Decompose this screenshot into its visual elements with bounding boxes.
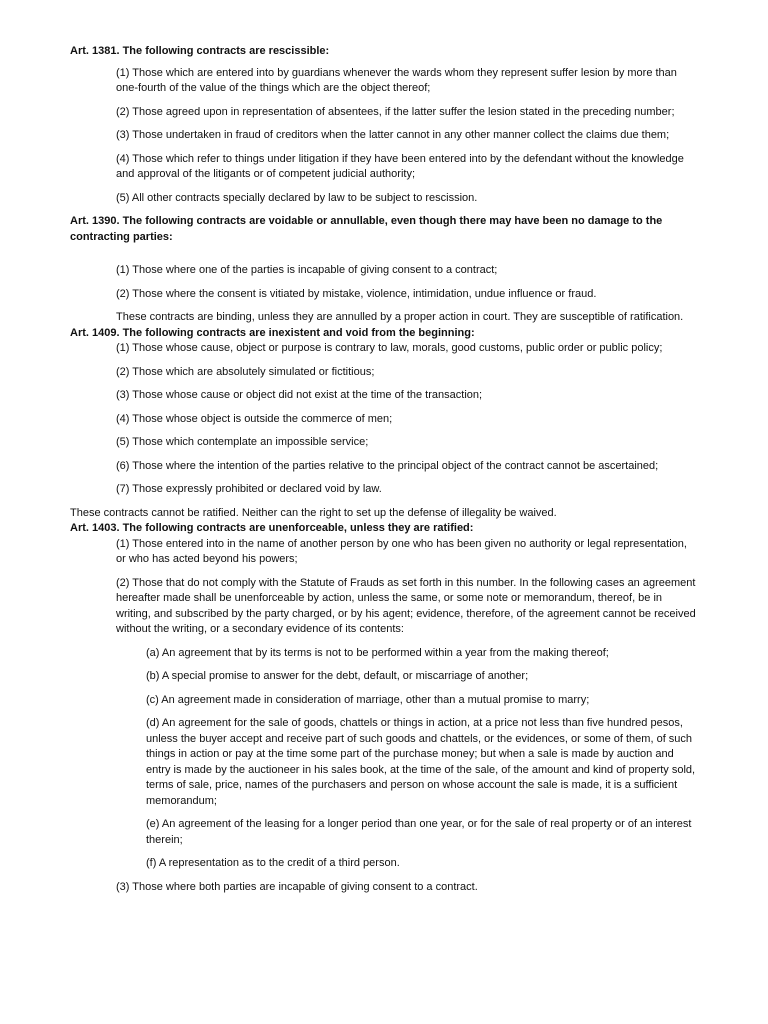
list-item: (5) All other contracts specially declared by law to be subject to rescission. (116, 191, 478, 204)
list-item: (2) Those that do not comply with the Statute of Frauds as set forth in this number. In the following cases an agreement hereafter made shall be unenforceable by action, unless the same, or some note or memorandum, thereof, be in writing, and subscribed by the party charged, or by his agent; evidence, therefore, of the agreement cannot be received without the writing, or a secondary evidence of its contents: (116, 576, 696, 635)
sub-list-item: (e) An agreement of the leasing for a longer period than one year, or for the sale of real property or of an interest therein; (146, 818, 692, 846)
sub-list-item: (a) An agreement that by its terms is not to be performed within a year from the making thereof; (146, 646, 609, 659)
article-heading: Art. 1390. The following contracts are voidable or annullable, even though there may have been no damage to the contracting parties: (70, 215, 663, 243)
list-item: (1) Those where one of the parties is incapable of giving consent to a contract; (116, 264, 498, 276)
article-heading: Art. 1403. The following contracts are unenforceable, unless they are ratified: (70, 522, 474, 534)
article-1381 (70, 44, 698, 206)
list-item: (5) Those which contemplate an impossible service; (116, 436, 369, 448)
sub-list-item: (b) A special promise to answer for the debt, default, or miscarriage of another; (146, 670, 529, 682)
list-item: (1) Those whose cause, object or purpose is contrary to law, morals, good customs, public order or public policy; (116, 342, 663, 354)
sub-list-item: (d) An agreement for the sale of goods, chattels or things in action, at a price not less than five hundred pesos, unless the buyer accept and receive part of such goods and chattels, or the evidences, or some of them, of such things in action or pay at the time some part of the purchase money; but when a sale is made by auction and entry is made by the auctioneer in his sales book, at the time of the sale, of the amount and kind of property sold, terms of sale, price, names of the purchasers and person on whose account the sale is made, it is a sufficient memorandum; (146, 717, 696, 807)
list-item: (2) Those where the consent is vitiated by mistake, violence, intimidation, undue influence or fraud. (116, 287, 597, 300)
article-1403 (70, 521, 698, 895)
sub-list-item: (f) A representation as to the credit of a third person. (146, 857, 400, 869)
article-1409 (70, 326, 698, 522)
list-item: (3) Those whose cause or object did not exist at the time of the transaction; (116, 389, 483, 401)
list-item: (6) Those where the intention of the parties relative to the principal object of the contract cannot be ascertained; (116, 459, 659, 472)
article-1390 (70, 214, 698, 326)
list-item: (2) Those which are absolutely simulated or fictitious; (116, 365, 375, 378)
sub-list-item: (c) An agreement made in consideration of marriage, other than a mutual promise to marry; (146, 693, 590, 706)
list-item: (1) Those which are entered into by guardians whenever the wards whom they represent suffer lesion by more than one-fourth of the value of the things which are the object thereof; (116, 66, 677, 94)
list-item: (2) Those agreed upon in representation of absentees, if the latter suffer the lesion stated in the preceding number; (116, 105, 675, 118)
article-heading: Art. 1381. The following contracts are rescissible: (70, 45, 330, 57)
article-note: These contracts cannot be ratified. Neither can the right to set up the defense of illegality be waived. (70, 506, 557, 519)
list-item: (4) Those whose object is outside the commerce of men; (116, 412, 393, 425)
article-note: These contracts are binding, unless they are annulled by a proper action in court. They are susceptible of ratification. (116, 311, 684, 323)
list-item: (7) Those expressly prohibited or declared void by law. (116, 483, 382, 495)
list-item: (1) Those entered into in the name of another person by one who has been given no authority or legal representation, or who has acted beyond his powers; (116, 537, 687, 565)
list-item: (4) Those which refer to things under litigation if they have been entered into by the defendant without the knowledge and approval of the litigants or of competent judicial authority; (116, 152, 684, 180)
list-item: (3) Those where both parties are incapable of giving consent to a contract. (116, 880, 478, 893)
list-item: (3) Those undertaken in fraud of creditors when the latter cannot in any other manner collect the claims due them; (116, 129, 670, 141)
article-heading: Art. 1409. The following contracts are inexistent and void from the beginning: (70, 326, 475, 339)
